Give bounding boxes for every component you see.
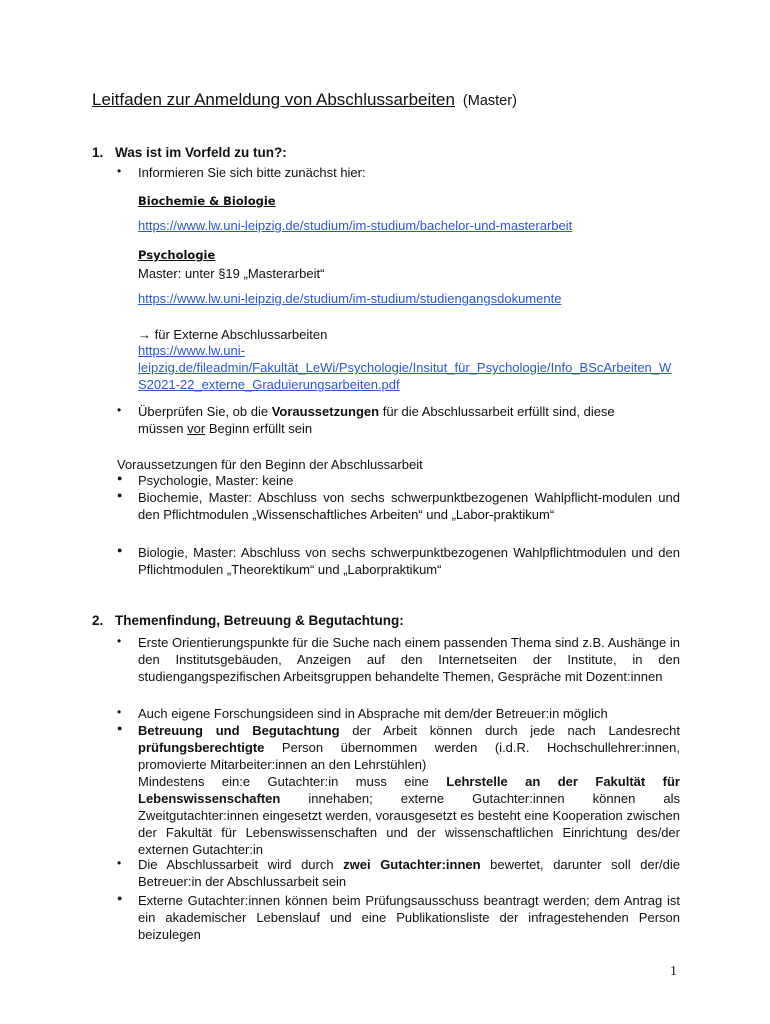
page-number: 1: [670, 964, 677, 979]
bullet2-line2-post: Beginn erfüllt sein: [205, 421, 313, 436]
section2-bullet2: Auch eigene Forschungsideen sind in Absprache mit dem/der Betreuer:in möglich: [138, 706, 608, 721]
bullet-dot: ●: [117, 723, 123, 733]
requirement-biochemie: Biochemie, Master: Abschluss von sechs schwerpunktbezogenen Wahlpflicht-modulen und den Pflichtmodulen „Wissenschaftliches Arbeiten“ und „Labor-praktikum“: [138, 490, 680, 522]
bullet2-line2-pre: müssen: [138, 421, 188, 436]
psychologie-text: Master: unter §19 „Masterarbeit“: [138, 266, 325, 281]
section2-bullet4: [138, 856, 680, 890]
b3-bold2: prüfungsberechtigte: [138, 740, 265, 755]
biochem-bio-link[interactable]: https://www.lw.uni-leipzig.de/studium/im-studium/bachelor-und-masterarbeit: [138, 218, 573, 233]
section1-bullet1: Informieren Sie sich bitte zunächst hier:: [138, 165, 366, 180]
requirement-psychologie: Psychologie, Master: keine: [138, 473, 294, 488]
bullet-dot: ●: [117, 473, 123, 483]
extern-text: → für Externe Abschlussarbeiten: [138, 327, 328, 342]
b3-end: Person übernommen werden (i.d.R. Hochschullehrer:innen, promovierte Mitarbeiter:innen an den Lehrstühlen): [138, 740, 680, 772]
bullet2-post: für die Abschlussarbeit erfüllt sind, diese: [379, 404, 615, 419]
bullet-dot: ●: [117, 490, 123, 500]
section2-bullet3: [138, 722, 680, 858]
title-sub: (Master): [462, 93, 517, 109]
b3-p2-pre: Mindestens ein:e Gutachter:in muss eine: [138, 774, 447, 789]
bullet2-bold: Voraussetzungen: [271, 404, 380, 419]
extern-link-line3[interactable]: S2021-22_externe_Graduierungsarbeiten.pdf: [138, 377, 400, 392]
requirement-biologie: Biologie, Master: Abschluss von sechs schwerpunktbezogenen Wahlpflichtmodulen und den Pflichtmodulen „Theorektikum“ und „Laborpraktikum“: [138, 545, 680, 577]
bullet-dot: ●: [117, 545, 123, 555]
section2-number: 2.: [92, 613, 104, 628]
b3-mid: der Arbeit können durch jede nach Landesrecht: [339, 723, 680, 738]
section1-heading: Was ist im Vorfeld zu tun?:: [115, 145, 287, 160]
extern-link[interactable]: [138, 342, 738, 393]
biochem-bio-label: Biochemie & Biologie: [138, 194, 276, 208]
b4-pre: Die Abschlussarbeit wird durch: [138, 857, 344, 872]
requirements-heading: Voraussetzungen für den Beginn der Abschlussarbeit: [117, 457, 423, 472]
bullet-dot: •: [117, 164, 122, 178]
b4-bold: zwei Gutachter:innen: [343, 857, 481, 872]
extern-link-line2[interactable]: leipzig.de/fileadmin/Fakultät_LeWi/Psychologie/Insitut_für_Psychologie/Info_BScArbeiten_W: [138, 360, 672, 375]
extern-link-line1[interactable]: https://www.lw.uni-: [138, 343, 245, 358]
bullet2-pre: Überprüfen Sie, ob die: [138, 404, 272, 419]
bullet2-line2-underlined: vor: [187, 421, 206, 436]
b4-post: bewertet, darunter soll der/die Betreuer:in der Abschlussarbeit sein: [138, 857, 680, 889]
section2-heading: Themenfindung, Betreuung & Begutachtung:: [115, 613, 404, 628]
title-main: Leitfaden zur Anmeldung von Abschlussarbeiten: [92, 90, 455, 109]
b3-p2-post: innehaben; externe Gutachter:innen können als Zweitgutachter:innen eingesetzt werden, vorausgesetzt es besteht eine Kooperation zwischen der Fakultät für Lebenswissenschaften und der wissenschaftlichen Einrichtung des/der externen Gutachter:in: [138, 791, 680, 857]
bullet-dot: •: [117, 705, 122, 719]
bullet-dot: •: [117, 856, 122, 870]
section1-bullet2: [138, 403, 698, 437]
section2-bullet1: Erste Orientierungspunkte für die Suche nach einem passenden Thema sind z.B. Aushänge in den Institutsgebäuden, Anzeigen auf den Internetseiten der Institute, in den studiengangspezifischen Arbeitsgruppen behandelte Themen, Gespräche mit Dozent:innen: [138, 635, 680, 684]
b3-p2-bold: Lehrstelle an der Fakultät für Lebenswissenschaften: [138, 774, 680, 806]
b3-bold1: Betreuung und Begutachtung: [138, 723, 340, 738]
psychologie-label: Psychologie: [138, 248, 216, 262]
section2-bullet5: Externe Gutachter:innen können beim Prüfungsausschuss beantragt werden; dem Antrag ist ein akademischer Lebenslauf und eine Publikationsliste der infragestehenden Person beizulegen: [138, 893, 680, 942]
document-title: [92, 90, 517, 110]
bullet-dot: •: [117, 634, 122, 648]
section1-number: 1.: [92, 145, 104, 160]
psychologie-link[interactable]: https://www.lw.uni-leipzig.de/studium/im-studium/studiengangsdokumente: [138, 291, 562, 306]
bullet-dot: •: [117, 403, 122, 417]
bullet-dot: ●: [117, 893, 123, 903]
